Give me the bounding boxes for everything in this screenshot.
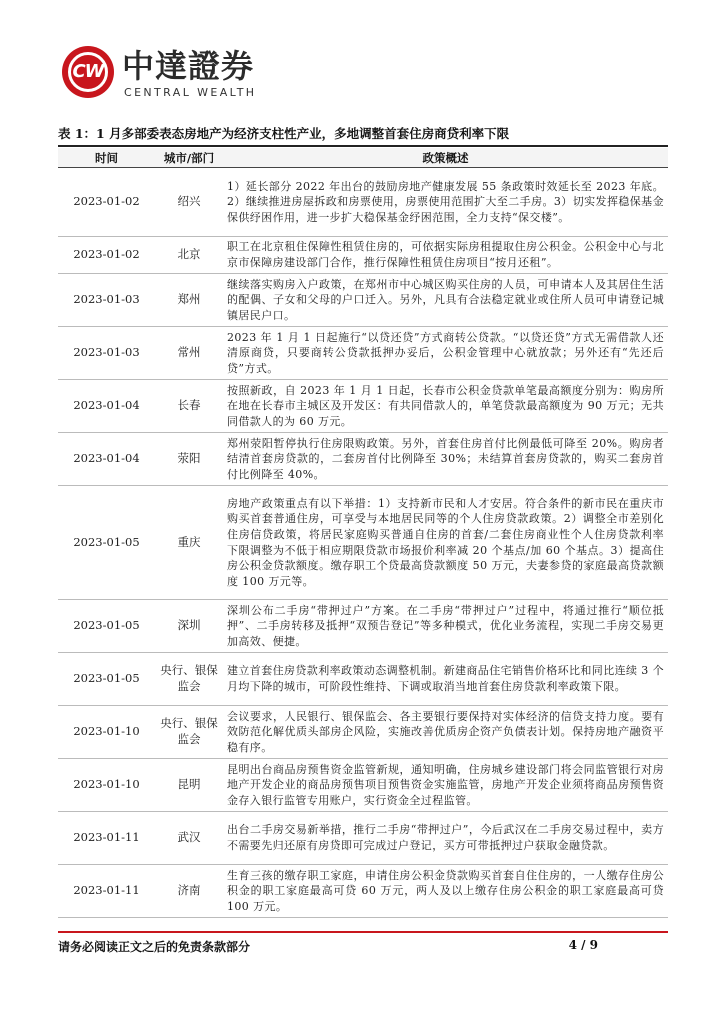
row-date: 2023-01-04 bbox=[58, 433, 155, 486]
row-date: 2023-01-10 bbox=[58, 706, 155, 759]
row-city: 央行、银保监会 bbox=[155, 653, 223, 706]
row-policy: 深圳公布二手房“带押过户”方案。在二手房“带押过户”过程中，将通过推行“顺位抵押”、二手房转移及抵押“双预告登记”等多种模式，优化业务流程，实现二手房交易更加高效、便捷。 bbox=[223, 600, 668, 653]
brand-name-cn: 中達證券 bbox=[122, 47, 255, 85]
row-city: 重庆 bbox=[155, 486, 223, 600]
header-policy: 政策概述 bbox=[223, 148, 668, 168]
row-policy: 继续落实购房入户政策，在郑州市中心城区购买住房的人员，可申请本人及其居住生活的配偶、子女和父母的户口迁入。另外，凡具有合法稳定就业或住所人员可申请登记城镇居民户口。 bbox=[223, 274, 668, 327]
row-date: 2023-01-03 bbox=[58, 274, 155, 327]
header-date: 时间 bbox=[58, 148, 155, 168]
header-city: 城市/部门 bbox=[155, 148, 223, 168]
row-policy: 职工在北京租住保障性租赁住房的，可依据实际房租提取住房公积金。公积金中心与北京市保障房建设部门合作，推行保障性租赁住房项目“按月还租”。 bbox=[223, 237, 668, 274]
row-policy: 按照新政，自 2023 年 1 月 1 日起，长春市公积金贷款单笔最高额度分别为：购房所在地在长春市主城区及开发区：有共同借款人的，单笔贷款最高额度为 90 万元；无共同借款人的为 60 万元。 bbox=[223, 380, 668, 433]
row-policy: 1）延长部分 2022 年出台的鼓励房地产健康发展 55 条政策时效延长至 2023 年底。2）继续推进房屋拆政和房票使用，房票使用范围扩大至二手房。3）切实发挥稳保基金保供纾困作用，进一步扩大稳保基金纾困范围，全力支持“保交楼”。 bbox=[223, 168, 668, 237]
row-city: 济南 bbox=[155, 865, 223, 918]
row-city: 深圳 bbox=[155, 600, 223, 653]
logo-mark: CW bbox=[72, 61, 104, 82]
row-policy: 会议要求，人民银行、银保监会、各主要银行要保持对实体经济的信贷支持力度。要有效防范化解优质头部房企风险，实施改善优质房企资产负债表计划。保持房地产融资平稳有序。 bbox=[223, 706, 668, 759]
row-date: 2023-01-02 bbox=[58, 237, 155, 274]
table-row bbox=[58, 327, 668, 380]
table-top-rule bbox=[58, 145, 668, 147]
row-policy: 出台二手房交易新举措，推行二手房“带押过户”，今后武汉在二手房交易过程中，卖方不需要先归还原有房贷即可完成过户登记，买方可带抵押过户获取金融贷款。 bbox=[223, 812, 668, 865]
policy-table bbox=[58, 148, 668, 918]
table-row bbox=[58, 865, 668, 918]
table-row bbox=[58, 486, 668, 600]
row-city: 长春 bbox=[155, 380, 223, 433]
row-date: 2023-01-02 bbox=[58, 168, 155, 237]
row-policy: 建立首套住房贷款利率政策动态调整机制。新建商品住宅销售价格环比和同比连续 3 个月均下降的城市，可阶段性维持、下调或取消当地首套住房贷款利率政策下限。 bbox=[223, 653, 668, 706]
row-date: 2023-01-10 bbox=[58, 759, 155, 812]
table-row bbox=[58, 168, 668, 237]
row-city: 绍兴 bbox=[155, 168, 223, 237]
row-policy: 郑州荥阳暂停执行住房限购政策。另外，首套住房首付比例最低可降至 20%。购房者结清首套房贷款的，二套房首付比例降至 30%；未结算首套房贷款的，购买二套房首付比例降至 40%。 bbox=[223, 433, 668, 486]
brand-name-en: CENTRAL WEALTH bbox=[124, 86, 257, 99]
row-city: 武汉 bbox=[155, 812, 223, 865]
table-row bbox=[58, 812, 668, 865]
row-city: 郑州 bbox=[155, 274, 223, 327]
row-policy: 房地产政策重点有以下举措：1）支持新市民和人才安居。符合条件的新市民在重庆市购买首套普通住房，可享受与本地居民同等的个人住房贷款政策。2）调整全市差别化住房信贷政策，将居民家庭购买普通自住房的首套/二套住房商业性个人住房贷款利率下限调整为不低于相应期限贷款市场报价利率减 20 个基点/加 60 个基点。3）提高住房公积金贷款额度。缴存职工个贷最高贷款额度 50 万元，夫妻参贷的家庭最高贷款额度 100 万元等。 bbox=[223, 486, 668, 600]
row-city: 北京 bbox=[155, 237, 223, 274]
page-number: 4 / 9 bbox=[568, 938, 598, 952]
table-row bbox=[58, 600, 668, 653]
table-row bbox=[58, 274, 668, 327]
row-policy: 生育三孩的缴存职工家庭，申请住房公积金贷款购买首套自住住房的，一人缴存住房公积金的职工家庭最高可贷 60 万元，两人及以上缴存住房公积金的职工家庭最高可贷 100 万元。 bbox=[223, 865, 668, 918]
row-city: 昆明 bbox=[155, 759, 223, 812]
row-policy: 2023 年 1 月 1 日起施行“以贷还贷”方式商转公贷款。“以贷还贷”方式无需借款人还清原商贷，只要商转公贷款抵押办妥后，公积金管理中心就放款；另外还有“先还后贷”方式。 bbox=[223, 327, 668, 380]
table-row bbox=[58, 433, 668, 486]
brand-header bbox=[62, 46, 322, 106]
row-policy: 昆明出台商品房预售资金监管新规，通知明确，住房城乡建设部门将会同监管银行对房地产开发企业的商品房预售项目预售资金实施监管，房地产开发企业须将商品房预售资金存入银行监管专用账户，实行资金全过程监管。 bbox=[223, 759, 668, 812]
row-date: 2023-01-05 bbox=[58, 653, 155, 706]
table-title: 表 1：1 月多部委表态房地产为经济支柱性产业，多地调整首套住房商贷利率下限 bbox=[58, 126, 510, 141]
table-header-row bbox=[58, 148, 668, 168]
row-date: 2023-01-05 bbox=[58, 600, 155, 653]
row-date: 2023-01-11 bbox=[58, 865, 155, 918]
table-row bbox=[58, 653, 668, 706]
row-city: 荥阳 bbox=[155, 433, 223, 486]
row-date: 2023-01-11 bbox=[58, 812, 155, 865]
table-row bbox=[58, 706, 668, 759]
table-row bbox=[58, 380, 668, 433]
row-date: 2023-01-04 bbox=[58, 380, 155, 433]
table-row bbox=[58, 759, 668, 812]
row-city: 央行、银保监会 bbox=[155, 706, 223, 759]
footer-disclaimer: 请务必阅读正文之后的免责条款部分 bbox=[58, 940, 251, 954]
row-date: 2023-01-05 bbox=[58, 486, 155, 600]
table-row bbox=[58, 237, 668, 274]
footer-rule bbox=[58, 931, 668, 933]
row-date: 2023-01-03 bbox=[58, 327, 155, 380]
row-city: 常州 bbox=[155, 327, 223, 380]
